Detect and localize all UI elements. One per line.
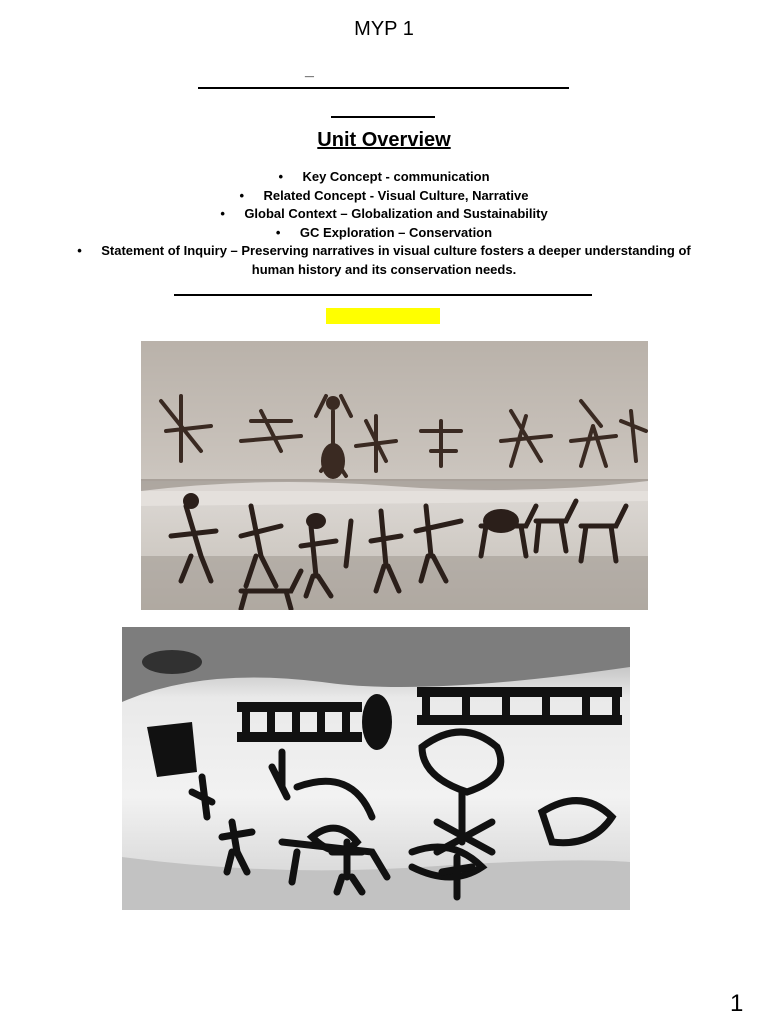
list-item [60,168,708,187]
bullet-icon: • [239,187,245,203]
list-item [60,242,708,279]
list-item [60,205,708,224]
cave-painting-illustration [141,341,648,610]
document-header: MYP 1 [354,18,414,40]
short-line [331,116,435,118]
underscore-mark: _ [305,62,314,79]
list-item [60,224,708,243]
unit-overview-title: Unit Overview [317,129,451,151]
cave-painting-photo-bw [122,627,630,910]
cave-painting-photo-color [141,341,648,610]
key-concept-text: Key Concept - communication [302,169,490,184]
bullet-icon: • [77,243,82,258]
related-concept-text: Related Concept - Visual Culture, Narrative [263,187,529,203]
gc-exploration-text: GC Exploration – Conservation [299,224,493,240]
section-divider [174,294,592,296]
name-line [198,87,569,89]
global-context-text: Global Context – Globalization and Sustainability [244,206,548,221]
cave-painting-illustration [122,627,630,910]
unit-overview-list [60,168,708,279]
bullet-icon: • [220,206,225,221]
page-number: 1 [730,990,744,1017]
list-item [60,187,708,206]
bullet-icon: • [275,224,281,240]
statement-of-inquiry-text: Statement of Inquiry – Preserving narratives in visual culture fosters a deeper understanding of human history and its conservation needs. [101,243,691,277]
bullet-icon: • [278,169,284,184]
highlight-bar [326,308,440,324]
